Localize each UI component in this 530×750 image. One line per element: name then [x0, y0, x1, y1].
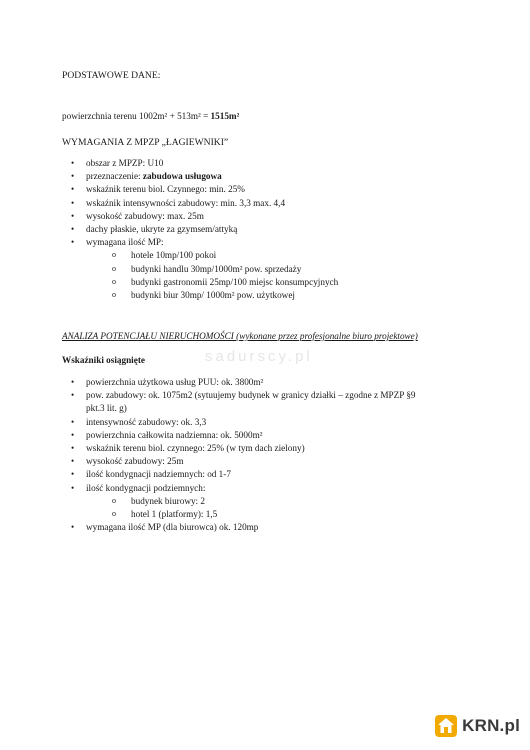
- list-item: [62, 236, 338, 302]
- list-item: • wskaźnik terenu biol. czynnego: 25% (w tym dach zielony): [62, 442, 416, 455]
- area-line: [62, 110, 239, 122]
- indicators-list: [62, 376, 416, 534]
- item-label: przeznaczenie:: [86, 171, 143, 182]
- parking-requirements-sublist: [86, 249, 338, 302]
- list-item: • obszar z MPZP: U10: [62, 157, 338, 170]
- list-item: • wysokość zabudowy: 25m: [62, 455, 416, 468]
- sub-list-item: o budynek biurowy: 2: [86, 495, 416, 508]
- watermark-text: sadurscy.pl: [205, 348, 313, 365]
- list-item: • wymagana ilość MP (dla biurowca) ok. 120mp: [62, 521, 416, 534]
- section-heading-basic-data: PODSTAWOWE DANE:: [62, 70, 161, 81]
- indicators-heading: Wskaźniki osiągnięte: [62, 355, 145, 365]
- item-label: ilość kondygnacji podziemnych:: [86, 482, 206, 493]
- sub-list-item: o hotel 1 (platformy): 1,5: [86, 508, 416, 521]
- sub-list-item: o budynki handlu 30mp/1000m² pow. sprzedaży: [86, 263, 338, 276]
- mpzp-heading: WYMAGANIA Z MPZP „ŁAGIEWNIKI”: [62, 137, 229, 148]
- analysis-heading: ANALIZA POTENCJAŁU NIERUCHOMOŚCI (wykonane przez profesjonalne biuro projektowe): [62, 331, 418, 341]
- house-icon: [434, 714, 458, 738]
- list-item: • powierzchnia całkowita nadziemna: ok. 5000m²: [62, 429, 416, 442]
- item-bold-value: zabudowa usługowa: [142, 171, 222, 182]
- sub-list-item: o budynki biur 30mp/ 1000m² pow. użytkowej: [86, 289, 338, 302]
- list-item: • powierzchnia użytkowa usług PUU: ok. 3800m²: [62, 376, 416, 389]
- list-item: • intensywność zabudowy: ok. 3,3: [62, 416, 416, 429]
- sub-list-item: o budynki gastronomii 25mp/100 miejsc konsumpcyjnych: [86, 276, 338, 289]
- list-item: • wysokość zabudowy: max. 25m: [62, 210, 338, 223]
- logo-text: KRN.pl: [462, 716, 520, 735]
- list-item: [62, 389, 416, 415]
- list-item: • wskaźnik intensywności zabudowy: min. 3,3 max. 4,4: [62, 197, 338, 210]
- item-label: pow. zabudowy: ok. 1075m2 (sytuujemy budynek w granicy działki – zgodne z MPZP §9: [86, 390, 416, 401]
- mpzp-requirements-list: [62, 157, 338, 302]
- list-item: • ilość kondygnacji nadziemnych: od 1-7: [62, 468, 416, 481]
- item-label: wymagana ilość MP:: [86, 237, 164, 248]
- area-prefix: powierzchnia terenu 1002m² + 513m² =: [62, 111, 211, 121]
- list-item: • wskaźnik terenu biol. Czynnego: min. 25%: [62, 183, 338, 196]
- list-item: [62, 170, 338, 183]
- underground-floors-sublist: [86, 495, 416, 521]
- list-item: [62, 482, 416, 522]
- krn-logo[interactable]: [434, 714, 520, 738]
- list-item: • dachy płaskie, ukryte za gzymsem/attyką: [62, 223, 338, 236]
- sub-list-item: o hotele 10mp/100 pokoi: [86, 249, 338, 262]
- item-continuation: pkt.3 lit. g): [86, 403, 127, 414]
- area-total: 1515m²: [210, 111, 240, 121]
